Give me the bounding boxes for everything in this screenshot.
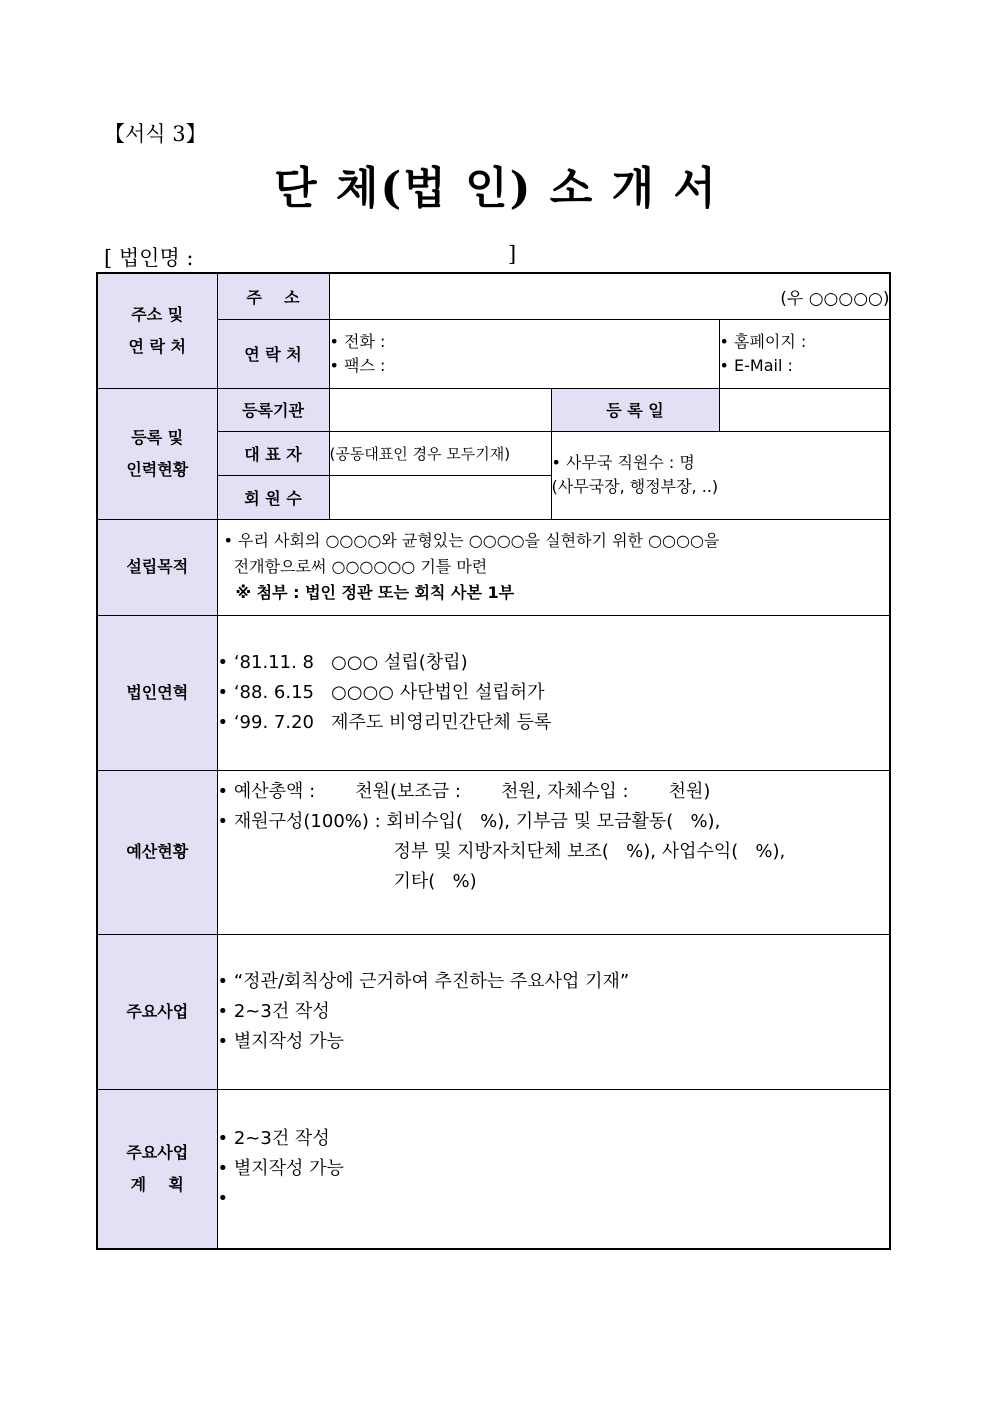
staff-count: • 사무국 직원수 : 명	[551, 453, 695, 472]
staff-field[interactable]	[551, 431, 890, 519]
budget-total: • 예산총액 : 천원(보조금 : 천원, 자체수입 : 천원)	[217, 780, 711, 802]
page-title: 단 체(법 인) 소 개 서	[274, 163, 718, 214]
contact-label: 연 락 처	[217, 319, 329, 388]
history-item: • ‘99. 7.20 제주도 비영리민간단체 등록	[217, 711, 552, 733]
section-purpose: 설립목적	[97, 519, 217, 615]
purpose-field[interactable]	[217, 519, 890, 615]
contact-phone-fax[interactable]	[329, 319, 719, 388]
section-address: 주소 및 연 락 처	[97, 273, 217, 388]
section-registration: 등록 및 인력현황	[97, 388, 217, 519]
registration-date-label: 등 록 일	[551, 388, 719, 431]
budget-sources: • 재원구성(100%) : 회비수입( %), 기부금 및 모금활동( %),	[217, 810, 721, 832]
budget-field[interactable]	[217, 770, 890, 934]
representative-field[interactable]: (공동대표인 경우 모두기재)	[329, 431, 551, 475]
address-label: 주 소	[217, 273, 329, 319]
project-item: • “정관/회칙상에 근거하여 추진하는 주요사업 기재”	[217, 970, 630, 992]
plans-field[interactable]	[217, 1089, 890, 1249]
intro-form-table	[96, 272, 891, 1250]
org-name-label: [ 법인명 :	[104, 246, 194, 270]
budget-sources-cont: 정부 및 지방자치단체 보조( %), 사업수익( %),	[393, 840, 786, 862]
history-item: • ‘81.11. 8 ○○○ 설립(창립)	[217, 651, 468, 673]
members-field[interactable]	[329, 475, 551, 519]
section-projects: 주요사업	[97, 934, 217, 1089]
representative-label: 대 표 자	[217, 431, 329, 475]
plan-item: • 2~3건 작성	[217, 1127, 330, 1149]
staff-roles: (사무국장, 행정부장, ..)	[551, 477, 719, 496]
section-plans: 주요사업 계 획	[97, 1089, 217, 1249]
email-field[interactable]: • E-Mail :	[719, 355, 793, 375]
org-name-close: ]	[508, 242, 517, 266]
budget-sources-other: 기타( %)	[393, 870, 477, 892]
project-item: • 별지작성 가능	[217, 1030, 344, 1052]
members-label: 회 원 수	[217, 475, 329, 519]
history-item: • ‘88. 6.15 ○○○○ 사단법인 설립허가	[217, 681, 545, 703]
contact-web-email[interactable]	[719, 319, 890, 388]
form-number-label: 【서식 3】	[104, 122, 207, 146]
attachment-note: ※ 첨부 : 법인 정관 또는 회칙 사본 1부	[235, 583, 515, 602]
project-item: • 2~3건 작성	[217, 1000, 330, 1022]
agency-field[interactable]	[329, 388, 551, 431]
agency-label: 등록기관	[217, 388, 329, 431]
postal-code: (우 ○○○○○)	[780, 288, 890, 309]
registration-date-field[interactable]	[719, 388, 890, 431]
projects-field[interactable]	[217, 934, 890, 1089]
fax-field[interactable]: • 팩스 :	[329, 355, 386, 375]
org-name-line	[104, 242, 524, 272]
purpose-line-1: • 우리 사회의 ○○○○와 균형있는 ○○○○을 실현하기 위한 ○○○○을	[223, 531, 720, 550]
history-field[interactable]	[217, 615, 890, 770]
homepage-field[interactable]: • 홈페이지 :	[719, 331, 807, 351]
plan-item: •	[217, 1187, 229, 1209]
address-field[interactable]	[329, 273, 890, 319]
purpose-line-2: 전개함으로써 ○○○○○○ 기틀 마련	[223, 557, 488, 576]
section-history: 법인연혁	[97, 615, 217, 770]
plan-item: • 별지작성 가능	[217, 1157, 344, 1179]
section-budget: 예산현황	[97, 770, 217, 934]
phone-field[interactable]: • 전화 :	[329, 331, 386, 351]
